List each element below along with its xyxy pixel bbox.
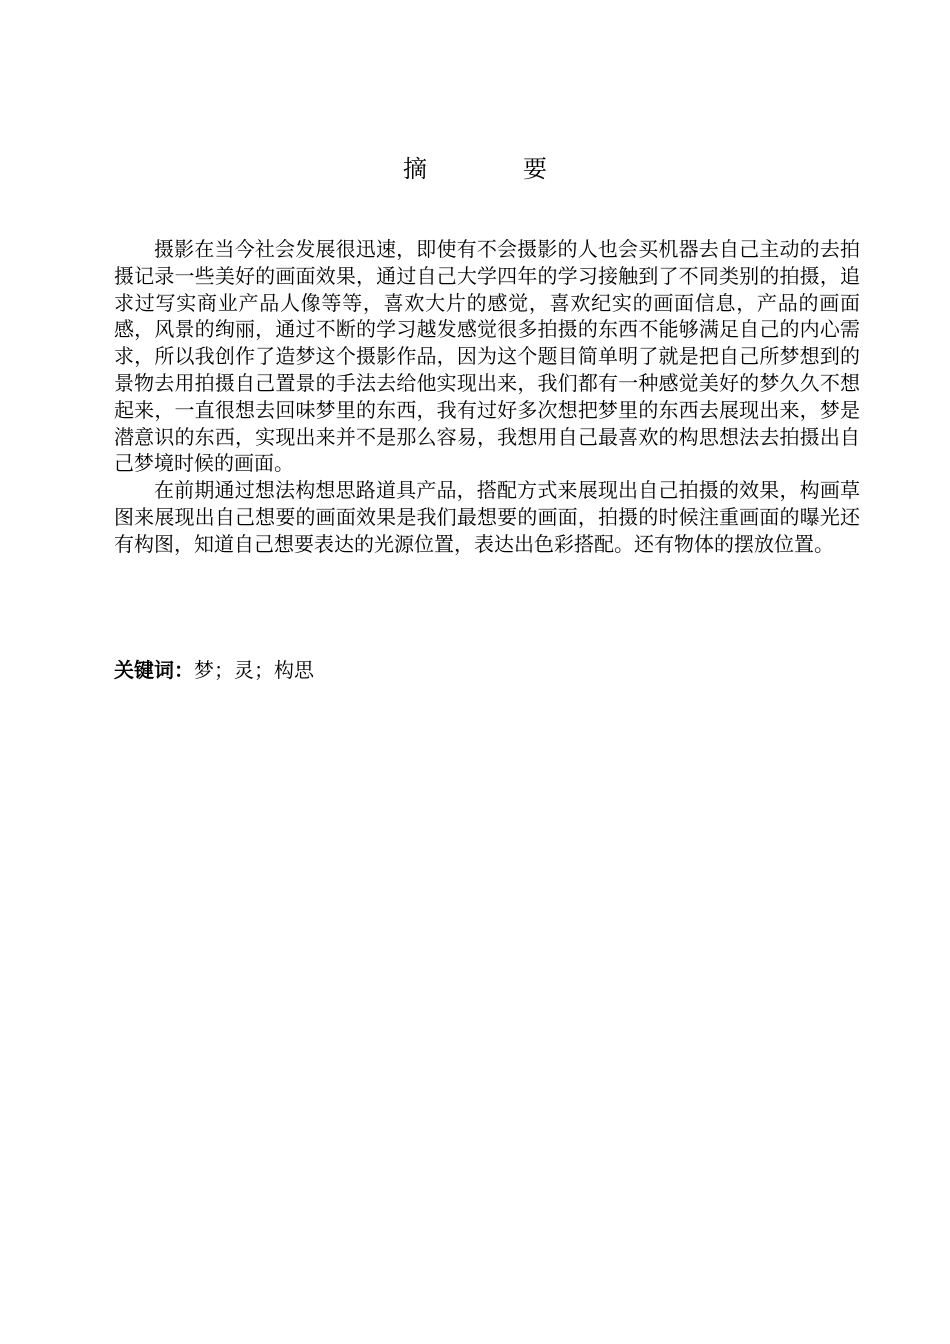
keywords-value: 梦；灵；构思 [194,658,314,682]
abstract-paragraph-1: 摄影在当今社会发展很迅速，即使有不会摄影的人也会买机器去自己主动的去拍摄记录一些美好的画面效果，通过自己大学四年的学习接触到了不同类别的拍摄，追求过写实商业产品人像等等，喜欢大片的感觉，喜欢纪实的画面信息，产品的画面感，风景的绚丽，通过不断的学习越发感觉很多拍摄的东西不能够满足自己的内心需求，所以我创作了造梦这个摄影作品，因为这个题目简单明了就是把自己所梦想到的景物去用拍摄自己置景的手法去给他实现出来，我们都有一种感觉美好的梦久久不想起来，一直很想去回味梦里的东西，我有过好多次想把梦里的东西去展现出来，梦是潜意识的东西，实现出来并不是那么容易，我想用自己最喜欢的构思想法去拍摄出自己梦境时候的画面。 [114,237,860,476]
abstract-body [114,236,860,558]
keywords-line [114,656,860,684]
keywords-label: 关键词： [114,658,194,682]
abstract-title: 摘 要 [403,155,583,183]
abstract-paragraph-2: 在前期通过想法构想思路道具产品，搭配方式来展现出自己拍摄的效果，构画草图来展现出自己想要的画面效果是我们最想要的画面，拍摄的时候注重画面的曝光还有构图，知道自己想要表达的光源位置，表达出色彩搭配。还有物体的摆放位置。 [114,478,860,556]
